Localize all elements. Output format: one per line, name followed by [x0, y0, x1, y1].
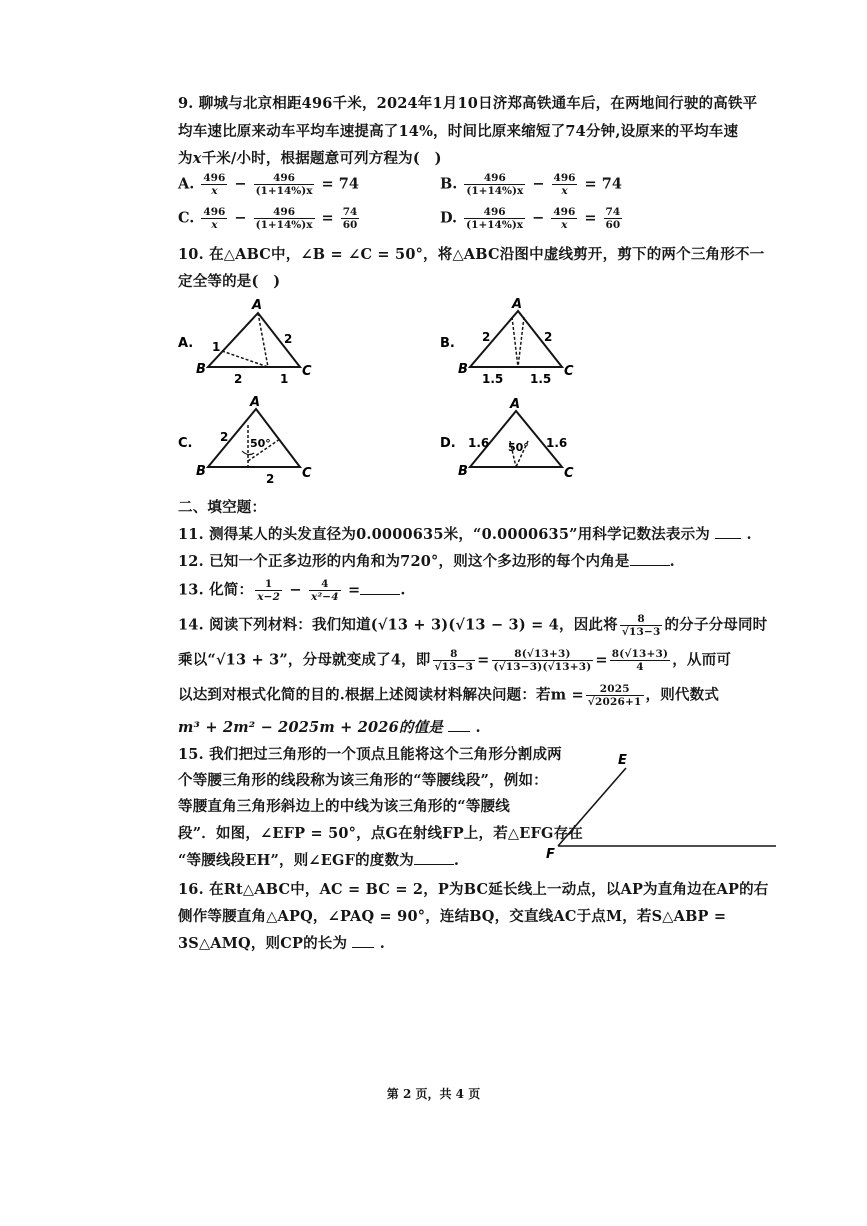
fig-a-label: A. [178, 336, 194, 351]
answer-blank [352, 935, 374, 948]
point-e-label: E [618, 753, 627, 768]
fig-c-label: C. [178, 436, 193, 451]
fig-d-label: D. [440, 436, 456, 451]
vertex-a: A [252, 298, 263, 313]
q14-line4: m³ + 2m² − 2025m + 2026的值是 . [178, 719, 481, 736]
side-label: 1.5 [482, 372, 504, 386]
side-label: 1.6 [468, 436, 490, 450]
side-label: 2 [544, 330, 553, 344]
q9-option-b: B. $\frac{496}{(1+14\%)x}$ − $\frac{496}{x}$ = 74 [440, 172, 622, 197]
answer-blank [360, 582, 400, 595]
q9-option-c: C. $\frac{496}{x}$ − $\frac{496}{(1+14\%)x}$ = $\frac{74}{60}$ [178, 206, 358, 231]
vertex-b: B [196, 362, 206, 377]
side-label: 1 [212, 340, 221, 354]
answer-blank [414, 852, 454, 865]
q9-option-d: D. $\frac{496}{(1+14\%)x}$ − $\frac{496}{x}$ = $\frac{74}{60}$ [440, 206, 621, 231]
fig-b-label: B. [440, 336, 455, 351]
cut-line [222, 351, 268, 367]
page-footer: 第 2 页，共 4 页 [386, 1087, 481, 1101]
q15-line4: 段”．如图，∠EFP = 50°，点G在射线FP上，若△EFG存在 [178, 825, 583, 842]
answer-blank [715, 526, 741, 539]
q9-line2: 均车速比原来动车平均车速提高了14%，时间比原来缩短了74分钟,设原来的平均车速 [178, 123, 739, 140]
answer-blank [630, 553, 670, 566]
vertex-b: B [458, 362, 468, 377]
vertex-c: C [302, 466, 312, 481]
q13: 13. 化简： $\frac{1}{x-2}$ − $\frac{4}{\text{x²−4}}$ = . [178, 578, 406, 603]
q9-line3: 为x千米/小时，根据题意可列方程为( ) [178, 150, 442, 167]
vertex-a: A [250, 395, 261, 410]
vertex-a: A [510, 397, 521, 412]
vertex-c: C [302, 364, 312, 379]
ray-fe [558, 768, 626, 846]
q15-line1: 15. 我们把过三角形的一个顶点且能将这个三角形分割成两 [178, 746, 562, 763]
side-label: 1.6 [546, 436, 568, 450]
q10-figure-d [432, 395, 592, 490]
side-label: 1.5 [530, 372, 552, 386]
vertex-c: C [564, 466, 574, 481]
cut-line [258, 313, 268, 367]
angle-label: 50° [250, 437, 271, 450]
q15-line2: 个等腰三角形的线段称为该三角形的“等腰线段”，例如： [178, 772, 548, 789]
vertex-a: A [512, 297, 523, 312]
side-label: 1 [280, 372, 289, 386]
q15-line3: 等腰直角三角形斜边上的中线为该三角形的“等腰线 [178, 798, 510, 815]
q10-line2: 定全等的是( ) [178, 273, 281, 290]
cut-line [512, 317, 518, 367]
q14-line2: 乘以“√13 + 3”，分母就变成了4，即 $\frac{8}{√13-3}$ = $\frac{8(√13+3)}{(√13-3)(√13+3)}$ = $\frac{8(√13+3)}{4}$ ，从而可 [178, 648, 732, 673]
q10-figure-a [170, 295, 330, 390]
section-fill-blank: 二、填空题： [178, 499, 267, 516]
angle-label: 50° [508, 441, 529, 454]
q10-line1: 10. 在△ABC中，∠B = ∠C = 50°，将△ABC沿图中虚线剪开，剪下的两个三角形不一 [178, 246, 765, 263]
q12: 12. 已知一个正多边形的内角和为720°，则这个多边形的每个内角是 . [178, 553, 675, 570]
side-label: 2 [482, 330, 491, 344]
q14-line1: 14. 阅读下列材料：我们知道(√13 + 3)(√13 − 3) = 4，因此将 $\frac{8}{√13-3}$ 的分子分母同时 [178, 613, 768, 638]
vertex-c: C [564, 364, 574, 379]
side-label: 2 [266, 472, 275, 486]
answer-blank [448, 719, 470, 732]
vertex-b: B [196, 464, 206, 479]
q11: 11. 测得某人的头发直径为0.0000635米，“0.0000635”用科学记数法表示为 . [178, 526, 752, 543]
q15-figure [540, 748, 780, 863]
q10-figure-c [170, 395, 330, 490]
q16-line3: 3S△AMQ，则CP的长为 . [178, 935, 385, 952]
q16-line2: 侧作等腰直角△APQ，∠PAQ = 90°，连结BQ，交直线AC于点M，若S△ABP = [178, 908, 727, 925]
cut-line [518, 317, 524, 367]
side-label: 2 [234, 372, 243, 386]
q10-figure-b [432, 295, 592, 390]
side-label: 2 [220, 430, 229, 444]
q14-line3: 以达到对根式化简的目的.根据上述阅读材料解决问题：若m = $\frac{2025}{√2026+1}$ ，则代数式 [178, 683, 720, 708]
side-label: 2 [284, 332, 293, 346]
vertex-b: B [458, 464, 468, 479]
q9-option-a: A. $\frac{496}{x}$ − $\frac{496}{(1+14\%)x}$ = 74 [178, 172, 359, 197]
q9-line1: 9. 聊城与北京相距496千米，2024年1月10日济郑高铁通车后，在两地间行驶的高铁平 [178, 95, 758, 112]
q16-line1: 16. 在Rt△ABC中，AC = BC = 2，P为BC延长线上一动点，以AP为直角边在AP的右 [178, 881, 769, 898]
q15-line5: “等腰线段EH”，则∠EGF的度数为 . [178, 852, 460, 869]
point-f-label: F [546, 847, 555, 862]
